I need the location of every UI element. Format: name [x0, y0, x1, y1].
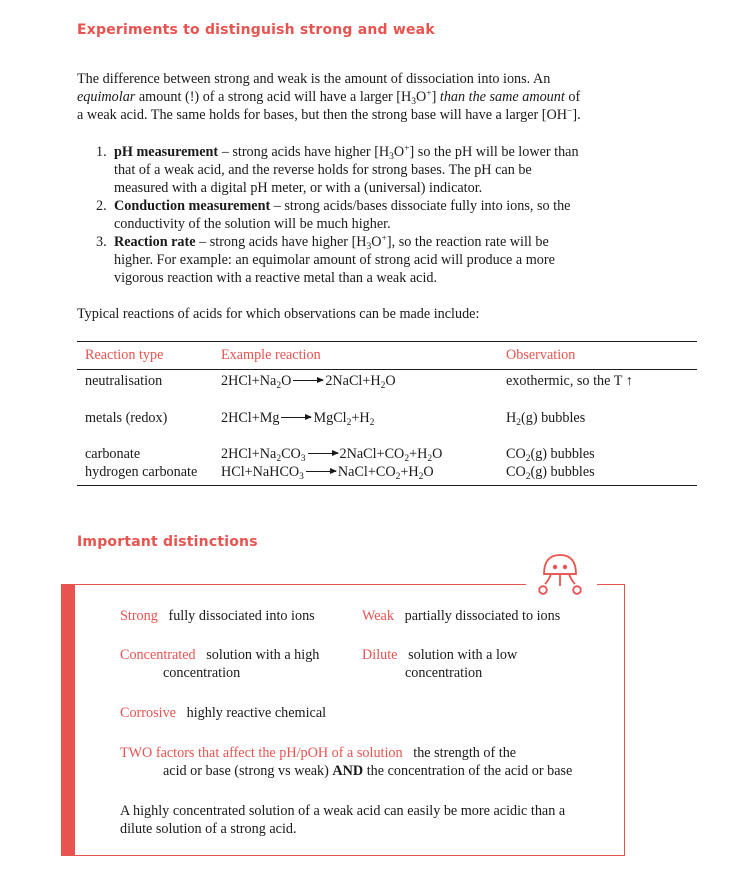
table-header-rule: [77, 369, 697, 370]
table-cell-observation: [506, 445, 595, 463]
box-right-line: [624, 584, 625, 856]
superscript: +: [404, 144, 410, 154]
intro-line-1: The difference between strong and weak is the amount of dissociation into ions. An: [77, 71, 551, 87]
list-text: – strong acids/bases dissociate fully into ions, so the: [270, 198, 571, 214]
subscript: 2: [276, 454, 282, 464]
list-text: ], so the reaction rate will be: [386, 234, 549, 250]
formula: MgCl: [313, 410, 347, 426]
subscript: 3: [411, 97, 416, 107]
formula: CO: [281, 446, 301, 462]
table-top-rule: [77, 341, 697, 342]
table-cell-type: neutralisation: [85, 373, 163, 389]
final-note-line: dilute solution of a strong acid.: [120, 821, 297, 837]
plus: +: [376, 446, 385, 462]
table-header-example: Example reaction: [221, 347, 321, 363]
observation-text: (g) bubbles: [521, 410, 586, 426]
list-text: higher. For example: an equimolar amount of strong acid will produce a more: [114, 252, 555, 268]
table-cell-type: carbonate: [85, 446, 141, 462]
list-item: [78, 143, 638, 197]
plus: +: [244, 464, 253, 480]
box-left-bar: [61, 584, 75, 856]
plus: +: [367, 464, 376, 480]
table-cell-observation: [506, 463, 595, 481]
final-note: [120, 802, 600, 838]
intro-text: ]: [431, 89, 440, 105]
formula: Mg: [259, 410, 280, 426]
subscript: 2: [516, 418, 521, 428]
intro-text: O: [415, 89, 427, 105]
section-heading-distinctions: Important distinctions: [77, 534, 258, 550]
subscript: 2: [418, 472, 424, 482]
typical-reactions-text: Typical reactions of acids for which observations can be made include:: [77, 306, 480, 322]
formula: H: [370, 373, 381, 389]
section-heading-experiments: Experiments to distinguish strong and weak: [77, 22, 435, 38]
plus: +: [351, 410, 360, 426]
subscript: 3: [300, 454, 306, 464]
plus: +: [251, 373, 260, 389]
formula: CO: [506, 464, 526, 480]
list-term: Conduction measurement: [114, 198, 271, 214]
table-cell-type: metals (redox): [85, 410, 168, 426]
term-concentrated: Concentrated: [120, 647, 196, 663]
list-text: O: [371, 234, 382, 250]
intro-text: of: [564, 89, 581, 105]
formula: HCl: [221, 464, 245, 480]
dilute-definition: [362, 646, 517, 682]
term-dilute: Dilute: [362, 647, 398, 663]
definition-text: solution with a low: [408, 647, 518, 663]
intro-text: ].: [572, 107, 581, 123]
formula: O: [432, 446, 443, 462]
list-item: [78, 233, 638, 287]
intro-text: amount (!) of a strong acid will have a larger [H: [135, 89, 412, 105]
term-weak: Weak: [362, 608, 394, 624]
intro-italic: than the same amount: [439, 89, 565, 105]
plus: +: [251, 410, 260, 426]
list-text: – strong acids have higher [H: [195, 234, 367, 250]
arrow-icon: [308, 453, 338, 454]
arrow-icon: [306, 471, 336, 472]
definition-text: solution with a high: [206, 647, 320, 663]
two-factors-definition: [120, 744, 572, 780]
formula: NaHCO: [252, 464, 300, 480]
observation-text: (g) bubbles: [530, 446, 595, 462]
subscript: 3: [389, 152, 394, 162]
formula: CO: [506, 446, 526, 462]
list-term: pH measurement: [114, 144, 219, 160]
concentrated-definition: [120, 646, 319, 682]
final-note-line: A highly concentrated solution of a weak acid can easily be more acidic than a: [120, 803, 566, 819]
intro-line-3: a weak acid. The same holds for bases, but then the strong base will have a larger [OH: [77, 107, 567, 123]
table-bottom-rule: [77, 485, 697, 486]
formula: 2HCl: [221, 373, 252, 389]
plus: +: [409, 446, 418, 462]
formula: CO: [375, 464, 396, 480]
arrow-icon: [281, 417, 311, 418]
plus: +: [400, 464, 409, 480]
subscript: 3: [299, 472, 304, 482]
list-number: 2.: [96, 198, 107, 214]
subscript: 2: [395, 472, 401, 482]
formula: H: [506, 410, 517, 426]
corrosive-definition: [120, 704, 326, 722]
subscript: 2: [427, 454, 433, 464]
plus: +: [362, 373, 371, 389]
subscript: 2: [346, 418, 352, 428]
term-strong: Strong: [120, 608, 158, 624]
list-text: vigorous reaction with a reactive metal than a weak acid.: [114, 270, 438, 286]
list-text: measured with a digital pH meter, or with a (universal) indicator.: [114, 180, 483, 196]
strong-definition: [120, 607, 315, 625]
formula: Na: [259, 446, 277, 462]
subscript: 2: [369, 418, 375, 428]
list-number: 1.: [96, 144, 107, 160]
list-text: ] so the pH will be lower than: [409, 144, 579, 160]
formula: O: [281, 373, 292, 389]
formula: 2NaCl: [325, 373, 363, 389]
formula: CO: [384, 446, 405, 462]
formula: 2NaCl: [339, 446, 377, 462]
list-text: – strong acids have higher [H: [218, 144, 390, 160]
formula: O: [385, 373, 396, 389]
formula: H: [359, 410, 370, 426]
plus: +: [251, 446, 260, 462]
formula: H: [408, 464, 419, 480]
observation-text: (g) bubbles: [530, 464, 595, 480]
definition-text: concentration: [405, 665, 483, 681]
definition-text: concentration: [163, 665, 241, 681]
reaction-equation: [221, 409, 374, 427]
intro-paragraph: [77, 70, 677, 124]
experiment-list: [78, 143, 638, 287]
box-top-line-left: [61, 584, 526, 585]
table-cell-type: hydrogen carbonate: [85, 464, 198, 480]
definition-text: highly reactive chemical: [186, 705, 327, 721]
superscript: −: [566, 107, 573, 117]
definition-text: acid or base (strong vs weak): [163, 763, 333, 779]
formula: O: [423, 464, 434, 480]
subscript: 2: [525, 472, 531, 482]
box-top-line-right: [597, 584, 625, 585]
superscript: +: [426, 89, 432, 99]
subscript: 2: [525, 454, 531, 464]
list-term: Reaction rate: [114, 234, 196, 250]
table-cell-observation: exothermic, so the T ↑: [506, 373, 633, 389]
term-corrosive: Corrosive: [120, 705, 176, 721]
table-header-observation: Observation: [506, 347, 576, 363]
formula: Na: [259, 373, 277, 389]
definition-bold: AND: [332, 763, 364, 779]
mascot-icon: [535, 550, 589, 602]
formula: 2HCl: [221, 410, 252, 426]
list-text: conductivity of the solution will be much higher.: [114, 216, 391, 232]
list-text: that of a weak acid, and the reverse holds for strong bases. The pH can be: [114, 162, 532, 178]
arrow-icon: [293, 380, 323, 381]
definition-text: the concentration of the acid or base: [363, 763, 573, 779]
reaction-equation: [221, 463, 434, 481]
reaction-equation: [221, 372, 396, 390]
reaction-equation: [221, 445, 442, 463]
subscript: 2: [404, 454, 410, 464]
formula: H: [417, 446, 428, 462]
formula: 2HCl: [221, 446, 252, 462]
formula: NaCl: [337, 464, 368, 480]
list-item: [78, 197, 638, 233]
definition-text: fully dissociated into ions: [168, 608, 315, 624]
term-two-factors: TWO factors that affect the pH/pOH of a solution: [120, 745, 403, 761]
weak-definition: [362, 607, 560, 625]
list-text: O: [393, 144, 405, 160]
table-cell-observation: [506, 409, 585, 427]
list-number: 3.: [96, 234, 107, 250]
subscript: 2: [380, 381, 386, 391]
definition-text: partially dissociated to ions: [404, 608, 561, 624]
subscript: 3: [366, 242, 372, 252]
intro-equimolar: equimolar: [77, 89, 136, 105]
subscript: 2: [276, 381, 282, 391]
table-header-type: Reaction type: [85, 347, 164, 363]
box-bottom-line: [61, 855, 625, 856]
definition-text: the strength of the: [413, 745, 517, 761]
superscript: +: [381, 234, 387, 244]
